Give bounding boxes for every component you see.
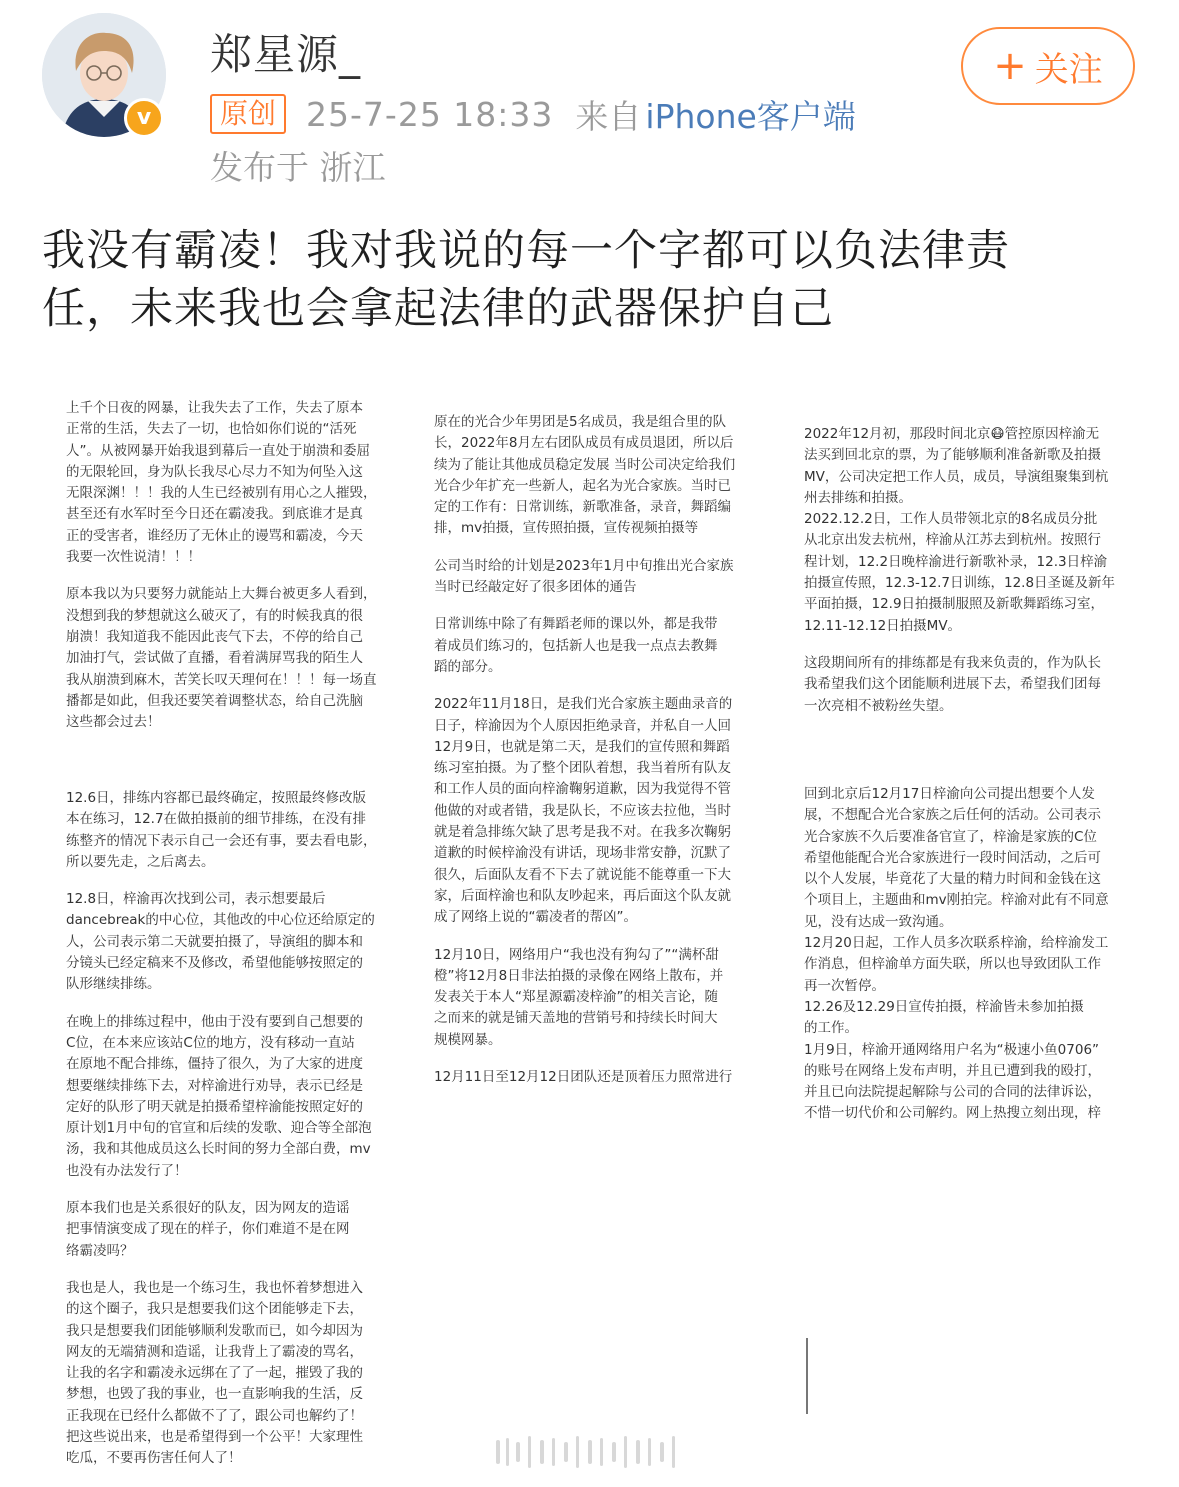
statement-line: 我只是想要我们团能够顺利发歌而已，如今却因为 (66, 1322, 363, 1339)
statement-line: 2022年12月初，那段时间北京😷管控原因梓渝无 (804, 426, 1100, 442)
statement-line: 家，后面梓渝也和队友吵起来，再后面这个队友就 (434, 887, 731, 904)
post-text (42, 222, 1142, 338)
statement-paragraph (434, 556, 754, 599)
username[interactable]: 郑星源_ (210, 30, 362, 79)
statement-line: 所以要先走，之后离去。 (66, 853, 215, 870)
statement-line: dancebreak的中心位，其他改的中心位还给原定的 (66, 912, 375, 929)
statement-line: 人，公司表示第二天就要拍摄了，导演组的脚本和 (66, 933, 363, 950)
column-divider (806, 1338, 808, 1414)
statement-line: 2022.12.2日，工作人员带领北京的8名成员分批 (804, 511, 1098, 528)
statement-column-1 (66, 398, 386, 749)
statement-line: 希望他能配合光合家族进行一段时间活动，之后可 (804, 849, 1101, 866)
statement-paragraph (434, 614, 754, 678)
statement-line: 汤，我和其他成员这么长时间的努力全部白费，mv (66, 1141, 371, 1158)
statement-line: 发表关于本人“郑星源霸凌梓渝”的相关言论，随 (434, 989, 718, 1006)
statement-line: 一次亮相不被粉丝失望。 (804, 697, 953, 714)
follow-label: 关注 (1034, 49, 1103, 90)
statement-line: 原本我们也是关系很好的队友，因为网友的造谣 (66, 1200, 350, 1217)
statement-line: 这些都会过去！ (66, 714, 161, 731)
statement-line: 这段期间所有的排练都是有我来负责的，作为队长 (804, 654, 1101, 671)
statement-line: 他做的对或者错，我是队长，不应该去拉他，当时 (434, 802, 731, 819)
statement-line: 和工作人员的面向梓渝鞠躬道歉，因为我觉得不管 (434, 781, 731, 798)
statement-line: 吃瓜，不要再伤害任何人了！ (66, 1450, 242, 1467)
statement-line: 日子，梓渝因为个人原因拒绝录音，并私自一人回 (434, 717, 731, 734)
statement-line: 上千个日夜的网暴，让我失去了工作，失去了原本 (66, 400, 363, 416)
statement-line: 成了网络上说的“霸凌者的帮凶”。 (434, 909, 637, 926)
statement-line: 12.11-12.12日拍摄MV。 (804, 617, 962, 634)
statement-line: 崩溃！我知道我不能因此丧气下去，不停的给自己 (66, 628, 363, 645)
statement-line: 道歉的时候梓渝没有讲话，现场非常安静，沉默了 (434, 845, 731, 862)
statement-line: 的无限轮回，身为队长我尽心尽力不知为何坠入这 (66, 463, 363, 480)
statement-column-3-continued (804, 784, 1124, 1141)
statement-column-1-continued (66, 788, 386, 1486)
statement-line: 作消息，但梓渝单方面失联，所以也导致团队工作 (804, 956, 1101, 973)
statement-line: 光合家族不久后要准备官宣了，梓渝是家族的C位 (804, 828, 1097, 845)
statement-line: 原本我以为只要努力就能站上大舞台被更多人看到， (66, 586, 377, 603)
statement-column-3 (804, 424, 1124, 733)
statement-line: 州去排练和拍摄。 (804, 489, 912, 506)
statement-paragraph (434, 694, 754, 928)
post-meta (210, 92, 856, 136)
post-location: 发布于 浙江 (210, 148, 386, 187)
statement-line: 队形继续排练。 (66, 976, 161, 993)
statement-paragraph (66, 1012, 386, 1182)
statement-line: 公司当时给的计划是2023年1月中旬推出光合家族 (434, 557, 734, 574)
statement-line: 就是着急排练欠缺了思考是我不对。在我多次鞠躬 (434, 824, 731, 841)
statement-line: 在晚上的排练过程中，他由于没有要到自己想要的 (66, 1013, 363, 1030)
statement-line: 把事情演变成了现在的样子，你们难道不是在网 (66, 1221, 350, 1238)
statement-line: 我希望我们这个团能顺利进展下去，希望我们团每 (804, 676, 1101, 693)
statement-paragraph (66, 1278, 386, 1470)
statement-line: 光合少年扩充一些新人，起名为光合家族。当时已 (434, 477, 731, 494)
statement-line: 从北京出发去杭州，梓渝从江苏去到杭州。按照行 (804, 532, 1101, 549)
verified-badge-icon: v (124, 98, 164, 138)
statement-line: 加油打气，尝试做了直播，看着满屏骂我的陌生人 (66, 650, 363, 667)
statement-line: 展，不想配合光合家族之后任何的活动。公司表示 (804, 807, 1101, 824)
statement-line: 1月9日，梓渝开通网络用户名为“极速小鱼0706” (804, 1041, 1100, 1058)
statement-line: 络霸凌吗？ (66, 1242, 134, 1259)
statement-line: 正的受害者，谁经历了无休止的谩骂和霸凌，今天 (66, 527, 363, 544)
statement-line: 网友的无端猜测和造谣，让我背上了霸凌的骂名， (66, 1343, 363, 1360)
statement-line: 的工作。 (804, 1020, 858, 1037)
statement-line: 练整齐的情况下表示自己一会还有事，要去看电影， (66, 832, 377, 849)
statement-column-2 (434, 412, 754, 1104)
statement-line: 2022年11月18日，是我们光合家族主题曲录音的 (434, 696, 733, 713)
statement-image[interactable] (42, 372, 1137, 1484)
statement-line: 不惜一切代价和公司解约。网上热搜立刻出现，梓 (804, 1105, 1101, 1122)
statement-line: 12.26及12.29日宣传拍摄，梓渝皆未参加拍摄 (804, 998, 1084, 1015)
statement-line: 正常的生活，失去了一切，也恰如你们说的“活死 (66, 421, 357, 438)
statement-line: 当时已经敲定好了很多团体的通告 (434, 579, 637, 596)
statement-line: 12月10日，网络用户“我也没有狗勾了”“满杯甜 (434, 946, 719, 963)
statement-line: 橙”将12月8日非法拍摄的录像在网络上散布，并 (434, 967, 724, 984)
original-badge: 原创 (210, 94, 286, 134)
statement-line: 人”。从被网暴开始我退到幕后一直处于崩溃和委屈 (66, 442, 370, 459)
statement-line: 让我的名字和霸凌永远绑在了了一起，摧毁了我的 (66, 1365, 363, 1382)
statement-line: 很久，后面队友看不下去了就说能不能尊重一下大 (434, 866, 731, 883)
statement-line: 12.8日，梓渝再次找到公司，表示想要最后 (66, 891, 326, 908)
statement-line: 12月20日起，工作人员多次联系梓渝，给梓渝发工 (804, 935, 1109, 952)
statement-line: 拍摄宣传照，12.3-12.7日训练，12.8日圣诞及新年 (804, 575, 1116, 592)
statement-line: C位，在本来应该站C位的地方，没有移动一直站 (66, 1034, 355, 1051)
statement-line: 个项目上，主题曲和mv刚拍完。梓渝对此有不同意 (804, 892, 1109, 909)
statement-paragraph (434, 945, 754, 1051)
statement-line: 续为了能让其他成员稳定发展 当时公司决定给我们 (434, 456, 736, 473)
statement-line: 分镜头已经定稿来不及修改，希望他能够按照定的 (66, 955, 363, 972)
statement-line: MV，公司决定把工作人员，成员，导演组聚集到杭 (804, 468, 1109, 485)
statement-line: 之而来的就是铺天盖地的营销号和持续长时间大 (434, 1010, 718, 1027)
statement-line: 蹈的部分。 (434, 658, 502, 675)
statement-line: 平面拍摄，12.9日拍摄制服照及新歌舞蹈练习室， (804, 596, 1105, 613)
post-header (0, 0, 1179, 200)
statement-line: 无限深渊！！！我的人生已经被别有用心之人摧毁， (66, 485, 377, 502)
plus-icon: + (993, 43, 1027, 89)
statement-line: 没想到我的梦想就这么破灭了，有的时候我真的很 (66, 607, 363, 624)
statement-line: 再一次暂停。 (804, 977, 885, 994)
statement-line: 在原地不配合排练，僵持了很久，为了大家的进度 (66, 1056, 363, 1073)
statement-line: 想要继续排练下去，对梓渝进行劝导，表示已经是 (66, 1077, 363, 1094)
statement-line: 规模网暴。 (434, 1031, 502, 1048)
statement-line: 12.6日，排练内容都已最终确定，按照最终修改版 (66, 790, 367, 806)
statement-line: 长，2022年8月左右团队成员有成员退团，所以后 (434, 435, 734, 452)
statement-paragraph (804, 424, 1124, 637)
statement-line: 见，没有达成一致沟通。 (804, 913, 953, 930)
statement-line: 排，mv拍摄，宣传照拍摄，宣传视频拍摄等 (434, 520, 699, 537)
statement-paragraph (804, 784, 1124, 1125)
statement-paragraph (434, 1067, 754, 1088)
statement-line: 我要一次性说清！！！ (66, 549, 201, 566)
post-text-line: 我没有霸凌！我对我说的每一个字都可以负法律责 (42, 226, 1010, 276)
statement-line: 原计划1月中旬的官宣和后续的发歌、迎合等全部泡 (66, 1120, 372, 1137)
statement-line: 着成员们练习的，包括新人也是我一点点去教舞 (434, 637, 718, 654)
statement-line: 回到北京后12月17日梓渝向公司提出想要个人发 (804, 786, 1095, 802)
statement-paragraph (66, 788, 386, 873)
follow-button[interactable] (961, 27, 1135, 105)
statement-line: 也没有办法发行了！ (66, 1162, 188, 1179)
source-label: 来自 (575, 96, 642, 136)
image-pager-dots[interactable] (490, 1432, 690, 1472)
statement-line: 本在练习，12.7在做拍摄前的细节排练，在没有排 (66, 811, 367, 828)
statement-line: 的账号在网络上发布声明，并且已遭到我的殴打， (804, 1062, 1101, 1079)
statement-line: 日常训练中除了有舞蹈老师的课以外，都是我带 (434, 616, 718, 633)
post-time: 25-7-25 18:33 (306, 94, 554, 134)
statement-line: 以个人发展，毕竟花了大量的精力时间和金钱在这 (804, 871, 1101, 888)
statement-paragraph (434, 412, 754, 540)
statement-line: 原在的光合少年男团是5名成员，我是组合里的队 (434, 414, 727, 430)
source-device-link[interactable]: iPhone客户端 (645, 96, 856, 136)
statement-line: 练习室拍摄。为了整个团队着想，我当着所有队友 (434, 760, 731, 777)
statement-line: 12月9日，也就是第二天，是我们的宣传照和舞蹈 (434, 738, 730, 755)
statement-paragraph (66, 889, 386, 995)
statement-paragraph (66, 398, 386, 568)
statement-line: 并且已向法院提起解除与公司的合同的法律诉讼， (804, 1084, 1101, 1101)
statement-line: 定好的队形了明天就是拍摄希望梓渝能按照定好的 (66, 1098, 363, 1115)
statement-paragraph (804, 653, 1124, 717)
statement-line: 播都是如此，但我还要笑着调整状态，给自己洗脑 (66, 692, 363, 709)
statement-line: 把这些说出来，也是希望得到一个公平！大家理性 (66, 1429, 363, 1446)
statement-line: 我也是人，我也是一个练习生，我也怀着梦想进入 (66, 1279, 363, 1296)
statement-line: 12月11日至12月12日团队还是顶着压力照常进行 (434, 1069, 733, 1086)
statement-line: 程计划，12.2日晚梓渝进行新歌补录，12.3日梓渝 (804, 553, 1108, 570)
statement-paragraph (66, 584, 386, 733)
statement-paragraph (66, 1198, 386, 1262)
statement-line: 的这个圈子，我只是想要我们这个团能够走下去， (66, 1301, 363, 1318)
statement-line: 梦想，也毁了我的事业，也一直影响我的生活，反 (66, 1386, 363, 1403)
post-text-line: 任，未来我也会拿起法律的武器保护自己 (42, 284, 834, 334)
statement-line: 我从崩溃到麻木，苦笑长叹天理何在！！！每一场直 (66, 671, 377, 688)
statement-line: 正我现在已经什么都做不了了，跟公司也解约了！ (66, 1407, 363, 1424)
statement-line: 法买到回北京的票，为了能够顺利准备新歌及拍摄 (804, 447, 1101, 464)
statement-line: 甚至还有水军时至今日还在霸凌我。到底谁才是真 (66, 506, 363, 523)
statement-line: 定的工作有：日常训练，新歌准备，录音，舞蹈编 (434, 499, 731, 516)
